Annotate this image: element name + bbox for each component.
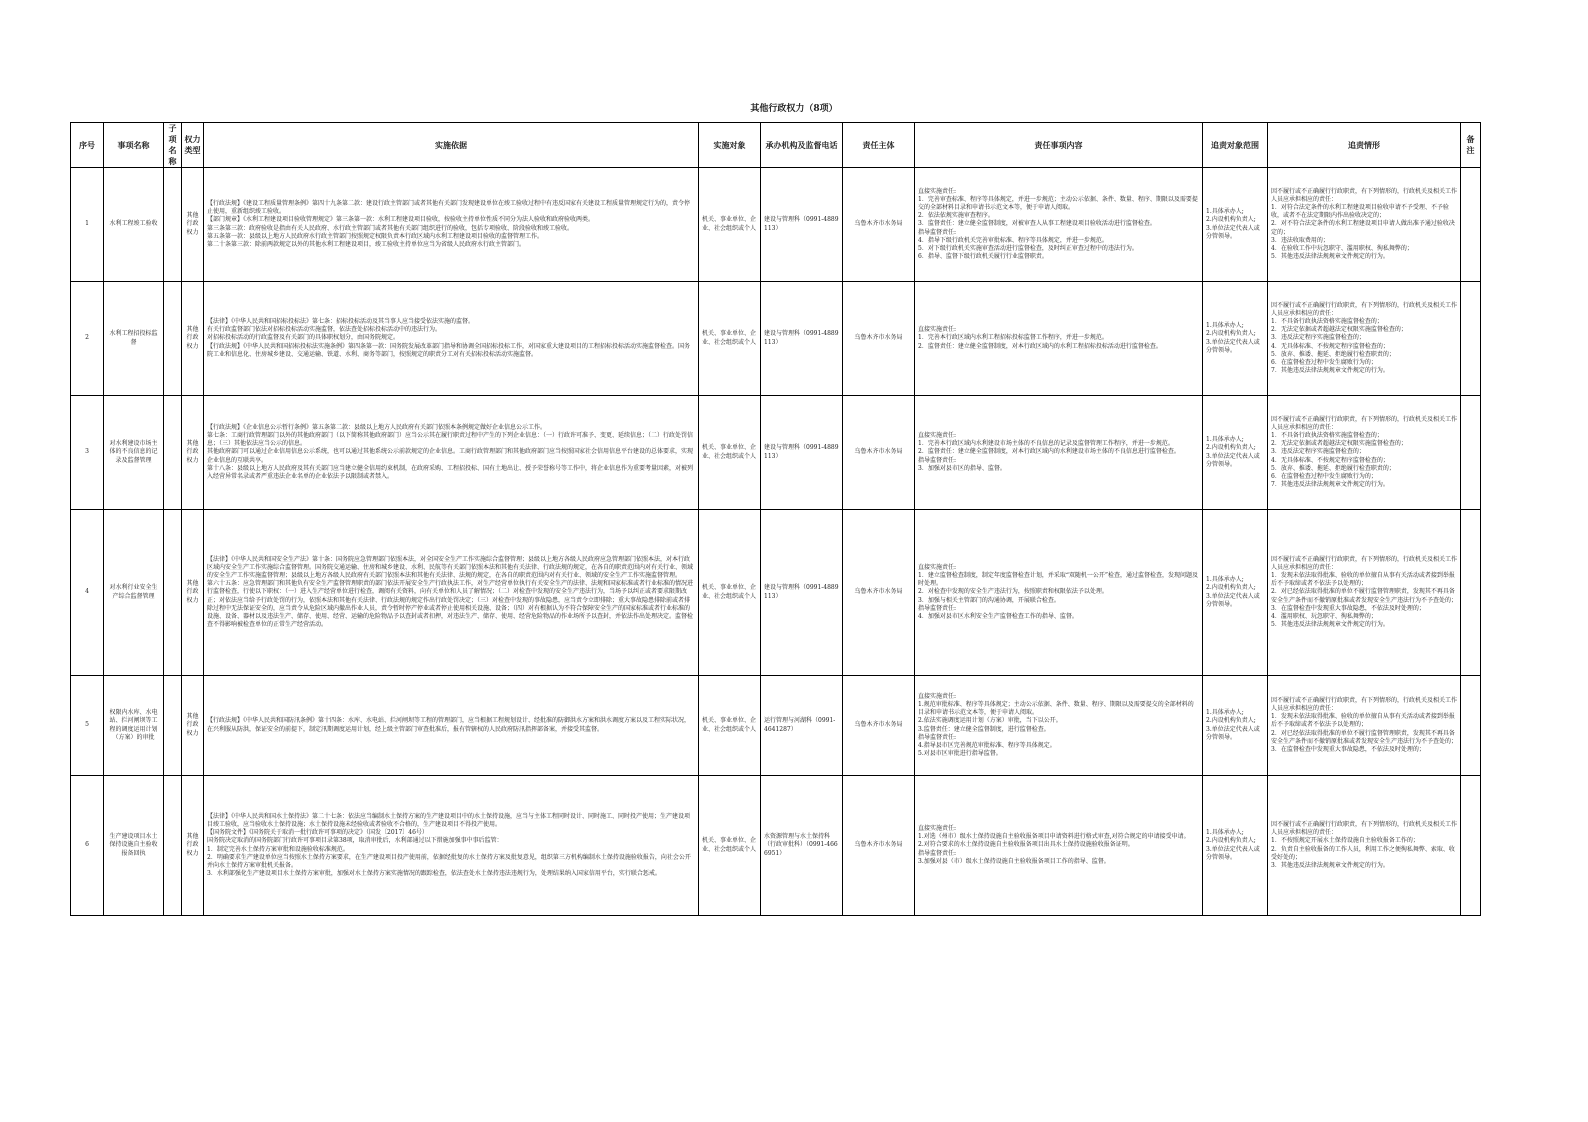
situation-line: 因不履行或不正确履行行政职责，有下列情形的，行政机关及相关工作人员应承担相应的责任：: [1271, 820, 1458, 837]
scope-line: 3.单位法定代表人或分管领导。: [1206, 845, 1260, 861]
basis-paragraph: 【法律】《中华人民共和国招标投标法》第七条：招标投标活动及其当事人应当接受依法实施的监督。: [207, 317, 475, 325]
basis-paragraph: 3．水利部强化生产建设项目水土保持方案审批，加强对水土保持方案实施情况的跟踪检查，依法查处水土保持违法违规行为，处理结果纳入国家信用平台，实行联合惩戒。: [207, 870, 661, 878]
header-type: 权力类型: [182, 123, 204, 168]
basis-paragraph: 【行政法规】《企业信息公示暂行条例》第五条第二款：县级以上地方人民政府有关部门依照本条例规定做好企业信息公示工作。: [207, 423, 547, 431]
row-situations-cell: [1268, 282, 1461, 396]
situation-line: 因不履行或不正确履行行政职责，有下列情形的，行政机关及相关工作人员应承担相应的责任：: [1271, 301, 1458, 317]
table-row: [71, 776, 1481, 916]
table-row: [71, 676, 1481, 776]
row-type: 其他行政权力: [186, 326, 199, 350]
situation-line: 因不履行或不正确履行行政职责，有下列情形的，行政机关及相关工作人员应承担相应的责任：: [1271, 696, 1458, 712]
row-target: 机关、事业单位、企业、社会组织或个人: [702, 717, 757, 733]
duty-line: 直接实施责任:: [918, 692, 957, 700]
row-org-cell: [761, 396, 843, 510]
basis-paragraph: 1．制定完善水土保持方案审批和设施验收标准规范。: [207, 845, 349, 853]
header-subject: 责任主体: [843, 123, 915, 168]
situation-line: 1．发现未依法取得批准、验收的单位擅自从事有关活动或者接到举报后不予取缔或者不依法予以处理的；: [1271, 713, 1455, 729]
basis-paragraph: 第三条第三款：政府验收是指由有关人民政府、水行政主管部门或者其他有关部门组织进行的验收，包括专项验收、阶段验收和竣工验收。: [207, 224, 574, 232]
row-remark-cell: [1461, 776, 1481, 916]
basis-paragraph: 国务院决定取消的国务院部门行政许可事项目录第38项，取消审批后，水利部通过以下措施加强事中事后监管：: [207, 837, 503, 845]
situation-line: 1．发现未依法取得批准、验收的单位擅自从事有关活动或者接到举报后不予取缔或者不依法予以处理的；: [1271, 571, 1455, 588]
row-duties-cell: [915, 510, 1203, 676]
duty-line: 指导监督责任:: [918, 456, 957, 464]
scope-line: 1.具体承办人;: [1206, 436, 1244, 444]
basis-paragraph: 对招标投标活动的行政监督及有关部门的具体职权划分，由国务院规定。: [207, 334, 400, 342]
row-type-cell: [182, 282, 204, 396]
duty-line: 3.加强对县（市）级水土保持设施自主验收报备项目工作的指导、监督。: [918, 857, 1110, 865]
row-target-cell: [699, 168, 761, 282]
table-row: [71, 510, 1481, 676]
duty-line: 4．加强对县市区水利安全生产监督检查工作的指导、监督。: [918, 613, 1078, 620]
scope-line: 3.单位法定代表人或分管领导。: [1206, 224, 1260, 240]
situation-line: 4．无具体标准、不按规定程序监督检查的；: [1271, 342, 1389, 350]
row-remark-cell: [1461, 676, 1481, 776]
row-target-cell: [699, 676, 761, 776]
duty-line: 5．对下级行政机关实施审查活动进行监督检查，及时纠正审查过程中的违法行为。: [918, 245, 1138, 252]
row-org-cell: [761, 776, 843, 916]
row-type-cell: [182, 776, 204, 916]
situation-line: 3．违法收取费用的；: [1271, 236, 1329, 244]
row-basis-cell: [204, 282, 699, 396]
row-situations-cell: [1268, 510, 1461, 676]
basis-paragraph: 2．明确要求生产建设单位应当按照水土保持方案要求，在生产建设项目投产使用前，依据经批复的水土保持方案及批复意见，组织第三方机构编制水土保持设施验收报告，向社会公开并向水土保持方案审批机关报备。: [207, 853, 691, 869]
duty-line: 指导监督责任:: [918, 733, 957, 741]
header-sub: 子项名称: [164, 123, 182, 168]
scope-line: 2.内设机构负责人;: [1206, 584, 1256, 592]
row-index: 4: [85, 588, 89, 596]
basis-paragraph: 有关行政监督部门依法对招标投标活动实施监督，依法查处招标投标活动中的违法行为。: [207, 326, 442, 334]
row-org-cell: [761, 168, 843, 282]
row-org: 建设与管理科（0991-4889113）: [764, 444, 839, 460]
row-situations-cell: [1268, 676, 1461, 776]
row-type: 其他行政权力: [186, 580, 199, 604]
row-name: 对水利建设市场主体的不良信息的记录及监督管理: [109, 440, 158, 464]
situation-line: 1．对符合法定条件的水利工程建设项目验收申请不予受理、不予验收，或者不在法定期限内作出验收决定的；: [1271, 203, 1449, 220]
row-scope-cell: [1203, 282, 1268, 396]
scope-line: 3.单位法定代表人或分管领导。: [1206, 452, 1260, 468]
situation-line: 5．其他违反法律法规规章文件规定的行为。: [1271, 621, 1389, 629]
row-name-cell: [104, 168, 164, 282]
scope-line: 2.内设机构负责人;: [1206, 444, 1256, 452]
document-title: 其他行政权力（8项）: [750, 104, 838, 114]
row-index: 2: [85, 334, 89, 342]
row-org-cell: [761, 282, 843, 396]
situation-line: 3．其他违反法律法规规章文件规定的行为。: [1271, 861, 1389, 869]
basis-paragraph: 第五条第一款：县级以上地方人民政府水行政主管部门按照规定权限负责本行政区域内水利工程建设项目验收的监督管理工作。: [207, 232, 544, 240]
row-name-cell: [104, 510, 164, 676]
row-target-cell: [699, 282, 761, 396]
scope-line: 1.具体承办人;: [1206, 322, 1244, 330]
header-remark: 备注: [1461, 123, 1481, 168]
row-index: 5: [85, 721, 89, 729]
row-duties-cell: [915, 282, 1203, 396]
row-name-cell: [104, 282, 164, 396]
situation-line: 2．对不符合法定条件的水利工程建设项目申请人做出准予通过验收决定的；: [1271, 220, 1455, 236]
situation-line: 4．在验收工作中玩忽职守、滥用职权、徇私舞弊的；: [1271, 245, 1413, 252]
duty-line: 6．指导、监督下级行政机关履行行业监督职责。: [918, 253, 1048, 261]
row-sub-cell: [164, 776, 182, 916]
row-index-cell: [71, 510, 104, 676]
duty-line: 1.对选（州市）级水土保持设施自主验收报备项目申请资料进行格式审查,对符合规定的申请接受申请。: [918, 833, 1190, 841]
basis-paragraph: 【法律】《中华人民共和国安全生产法》第十条：国务院应急管理部门依照本法，对全国安全生产工作实施综合监督管理；县级以上地方各级人民政府应急管理部门依照本法，对本行政区域内安全生产工作实施综合监督管理。国务院交通运输、住房和城乡建设、水利、民航等有关部门依照本法和其他有关法律、行政法规的规定，在各自的职责范围内对有关行业、领域的安全生产工作实施监督管理；县级以上地方各级人民政府有关部门依照本法和其他有关法律、法规的规定，在各自的职责范围内对有关行业、领域的安全生产工作实施监督管理。: [207, 555, 694, 579]
row-type: 其他行政权力: [186, 440, 199, 464]
header-basis: 实施依据: [204, 123, 699, 168]
row-org: 运行管理与河湖科（0991-4641287）: [764, 717, 836, 733]
row-name-cell: [104, 676, 164, 776]
duty-line: 3.监督责任：建立健全监督制度，进行监督检查。: [918, 725, 1050, 733]
scope-line: 3.单位法定代表人或分管领导。: [1206, 338, 1260, 354]
duty-line: 直接实施责任:: [918, 326, 957, 334]
duty-line: 3．监督责任：建立健全监督制度，对被审查人从事工程建设项目验收活动进行监督检查。: [918, 220, 1156, 228]
duty-line: 1．完善本行政区域内水利工程招标投标监督工作程序，并进一步规范。: [918, 334, 1108, 342]
row-target: 机关、事业单位、企业、社会组织或个人: [702, 216, 757, 232]
duty-line: 1．完善本行政区域内水利建设市场主体的不良信息的记录及监督管理工作程序，并进一步规范。: [918, 440, 1174, 448]
basis-paragraph: 第六十五条：应急管理部门和其他负有安全生产监督管理职责的部门依法开展安全生产行政执法工作，对生产经营单位执行有关安全生产的法律、法规和国家标准或者行业标准的情况进行监督检查，行使以下职权：（一）进入生产经营单位进行检查，调阅有关资料，向有关单位和人员了解情况；（二）对检查中发现的安全生产违法行为，当场予以纠正或者要求限期改正；对依法应当给予行政处罚的行为，依照本法和其他有关法律、行政法规的规定作出行政处罚决定；（三）对检查中发现的事故隐患，应当责令立即排除；重大事故隐患排除前或者排除过程中无法保证安全的，应当责令从危险区域内撤出作业人员，责令暂时停产停业或者停止使用相关设施、设备；（四）对有根据认为不符合保障安全生产的国家标准或者行业标准的设施、设备、器材以及违法生产、储存、使用、经营、运输的危险物品予以查封或者扣押，对违法生产、储存、使用、经营危险物品的作业场所予以查封，并依法作出处理决定。监督检查不得影响被检查单位的正常生产经营活动。: [207, 580, 694, 629]
row-scope-cell: [1203, 510, 1268, 676]
duty-line: 2．监督责任：建立健全监督制度，对本行政区域内的水利建设市场主体的不良信息进行监督检查。: [918, 448, 1180, 456]
row-situations-cell: [1268, 776, 1461, 916]
row-target-cell: [699, 510, 761, 676]
header-scope: 追责对象范围: [1203, 123, 1268, 168]
row-duties-cell: [915, 168, 1203, 282]
scope-line: 1.具体承办人;: [1206, 576, 1244, 584]
table-header-row: [71, 123, 1481, 168]
situation-line: 3．违反法定程序实施监督检查的；: [1271, 448, 1365, 456]
basis-paragraph: 【国务院文件】《国务院关于取消一批行政许可事项的决定》（国发〔2017〕46号）: [207, 829, 428, 837]
scope-line: 2.内设机构负责人;: [1206, 837, 1256, 845]
table-row: [71, 168, 1481, 282]
row-remark-cell: [1461, 168, 1481, 282]
row-type: 其他行政权力: [186, 713, 199, 737]
row-subject: 乌鲁木齐市水务局: [854, 588, 903, 596]
header-situations: 追责情形: [1268, 123, 1461, 168]
scope-line: 2.内设机构负责人;: [1206, 717, 1256, 725]
situation-line: 7．其他违反法律法规规章文件规定的行为。: [1271, 367, 1389, 375]
row-remark-cell: [1461, 396, 1481, 510]
table-row: [71, 282, 1481, 396]
situation-line: 3．在监督检查中发现重大事故隐患，不依法及时处理的；: [1271, 746, 1425, 753]
row-type: 其他行政权力: [186, 833, 199, 857]
duty-line: 2．监督责任：建立健全监督制度，对本行政区域内的水利工程招标投标活动进行监督检查。: [918, 342, 1162, 350]
row-index: 1: [85, 220, 89, 228]
row-sub-cell: [164, 396, 182, 510]
duty-line: 指导监督责任:: [918, 604, 957, 612]
situation-line: 3．违反法定程序实施监督检查的；: [1271, 334, 1365, 342]
row-subject: 乌鲁木齐市水务局: [854, 721, 903, 729]
duty-line: 指导监督责任:: [918, 849, 957, 857]
row-subject: 乌鲁木齐市水务局: [854, 220, 903, 228]
situation-line: 5．放弃、推诿、拖延、拒绝履行检查职责的；: [1271, 350, 1395, 358]
duty-line: 4.指导县市区完善规范审批标准、程序等具体规定。: [918, 741, 1056, 749]
row-name: 生产建设项目水土保持设施自主验收报备回执: [109, 833, 158, 857]
scope-line: 2.内设机构负责人;: [1206, 330, 1256, 338]
header-index: 序号: [71, 123, 104, 168]
row-subject: 乌鲁木齐市水务局: [854, 448, 903, 456]
row-target: 机关、事业单位、企业、社会组织或个人: [702, 584, 757, 600]
row-org: 建设与管理科（0991-4889113）: [764, 216, 839, 232]
row-target: 机关、事业单位、企业、社会组织或个人: [702, 837, 757, 853]
duty-line: 指导监督责任:: [918, 228, 957, 236]
duty-line: 2．对检查中发现的安全生产违法行为，按照职责和权限依法予以处理。: [918, 588, 1108, 596]
row-sub-cell: [164, 168, 182, 282]
row-remark-cell: [1461, 510, 1481, 676]
row-index-cell: [71, 676, 104, 776]
situation-line: 6．在监督检查过程中发生腐败行为的；: [1271, 359, 1377, 366]
row-org: 水资源管理与水土保持科（行政审批科）（0991-4666951）: [764, 833, 838, 857]
basis-paragraph: 【法律】《中华人民共和国水土保持法》第二十七条：依法应当编制水土保持方案的生产建设项目中的水土保持设施，应当与主体工程同时设计、同时施工、同时投产使用；生产建设项目竣工验收，应当验收水土保持设施；水土保持设施未经验收或者验收不合格的，生产建设项目不得投产使用。: [207, 812, 691, 828]
row-duties-cell: [915, 676, 1203, 776]
row-subject-cell: [843, 282, 915, 396]
situation-line: 3．在监督检查中发现重大事故隐患，不依法及时处理的；: [1271, 604, 1425, 612]
row-subject-cell: [843, 510, 915, 676]
row-subject-cell: [843, 776, 915, 916]
row-org-cell: [761, 510, 843, 676]
row-situations-cell: [1268, 396, 1461, 510]
scope-line: 1.具体承办人;: [1206, 709, 1244, 717]
row-type-cell: [182, 676, 204, 776]
row-index: 3: [85, 448, 89, 456]
row-org: 建设与管理科（0991-4889113）: [764, 584, 839, 600]
header-duties: 责任事项内容: [915, 123, 1203, 168]
situation-line: 2．负责自主验收报备的工作人员，利用工作之便徇私舞弊、索取、收受好处的；: [1271, 845, 1455, 861]
situation-line: 7．其他违反法律法规规章文件规定的行为。: [1271, 481, 1389, 489]
situation-line: 1．不具备行政执法资格实施监督检查的；: [1271, 431, 1383, 439]
duty-line: 直接实施责任:: [918, 563, 957, 571]
duty-line: 直接实施责任:: [918, 431, 957, 439]
row-index-cell: [71, 776, 104, 916]
row-name-cell: [104, 396, 164, 510]
situation-line: 5．放弃、推诿、拖延、拒绝履行检查职责的；: [1271, 464, 1395, 472]
situation-line: 6．在监督检查过程中发生腐败行为的；: [1271, 473, 1377, 480]
row-subject-cell: [843, 168, 915, 282]
row-index-cell: [71, 168, 104, 282]
row-target: 机关、事业单位、企业、社会组织或个人: [702, 444, 757, 460]
situation-line: 1．不具备行政执法资格实施监督检查的；: [1271, 317, 1383, 325]
row-index-cell: [71, 282, 104, 396]
row-scope-cell: [1203, 168, 1268, 282]
situation-line: 4．滥用职权、玩忽职守、徇私舞弊的；: [1271, 613, 1377, 620]
duty-line: 3．加强对县市区的指导、监督。: [918, 464, 1006, 472]
row-name: 水利工程招投标监督: [109, 330, 158, 346]
situation-line: 4．无具体标准、不按规定程序监督检查的；: [1271, 456, 1389, 464]
basis-paragraph: 第十八条：县级以上地方人民政府及其有关部门应当建立健全信用约束机制，在政府采购、工程招投标、国有土地出让、授予荣誉称号等工作中，将企业信息作为重要考量因素，对被列入经营异常名录或者严重违法企业名单的企业依法予以限制或者禁入。: [207, 464, 694, 480]
situation-line: 2．无法定依据或者超越法定权限实施监督检查的；: [1271, 440, 1407, 448]
duty-line: 4．指导下级行政机关完善审批标准、程序等具体规定，并进一步规范。: [918, 236, 1108, 244]
basis-paragraph: 第二十条第三款：除前两款规定以外的其他水利工程建设项目，竣工验收主持单位应当为省级人民政府水行政主管部门。: [207, 240, 526, 248]
duty-line: 2．依法依规实施审查程序。: [918, 212, 994, 220]
row-situations-cell: [1268, 168, 1461, 282]
duty-line: 2.依法实施调度运用计划（方案）审批，当下以公开。: [918, 717, 1062, 725]
row-target-cell: [699, 396, 761, 510]
row-name: 水利工程竣工验收: [109, 220, 158, 228]
row-subject: 乌鲁木齐市水务局: [854, 334, 903, 342]
row-sub-cell: [164, 510, 182, 676]
duty-line: 1．完善审查标准、程序等具体规定，并进一步规范；主动公示依据、条件、数量、程序、期限以及需要提交的全部材料目录和申请书示范文本等，便于申请人阅取。: [918, 195, 1198, 211]
row-scope-cell: [1203, 396, 1268, 510]
row-index-cell: [71, 396, 104, 510]
row-name: 对水利行业安全生产综合监督管理: [109, 584, 158, 600]
situation-line: 因不履行或不正确履行行政职责，有下列情形的，行政机关及相关工作人员应承担相应的责任：: [1271, 555, 1458, 571]
row-target-cell: [699, 776, 761, 916]
row-org: 建设与管理科（0991-4889113）: [764, 330, 839, 346]
row-basis-cell: [204, 396, 699, 510]
row-subject-cell: [843, 396, 915, 510]
basis-paragraph: 【行政法规】《中华人民共和国防汛条例》第十四条：水库、水电站、拦河闸坝等工程的管理部门，应当根据工程规划设计、经批准的防御洪水方案和洪水调度方案以及工程实际状况，在兴利服从防洪，保证安全的前提下，制定汛期调度运用计划，经上级主管部门审查批准后，报有管辖权的人民政府防汛指挥部备案，并接受其监督。: [207, 717, 691, 733]
row-basis-cell: [204, 776, 699, 916]
scope-line: 3.单位法定代表人或分管领导。: [1206, 592, 1260, 608]
row-type-cell: [182, 510, 204, 676]
row-basis-cell: [204, 510, 699, 676]
row-type-cell: [182, 168, 204, 282]
header-org: 承办机构及监督电话: [761, 123, 843, 168]
row-subject: 乌鲁木齐市水务局: [854, 841, 903, 849]
scope-line: 1.具体承办人;: [1206, 829, 1244, 837]
duty-line: 直接实施责任:: [918, 824, 957, 832]
row-duties-cell: [915, 396, 1203, 510]
row-name: 权限内水库、水电站、拦河闸坝等工程的调度运用计划（方案）的审批: [109, 709, 158, 741]
row-scope-cell: [1203, 676, 1268, 776]
situation-line: 因不履行或不正确履行行政职责，有下列情形的，行政机关及相关工作人员应承担相应的责任：: [1271, 187, 1458, 203]
scope-line: 3.单位法定代表人或分管领导。: [1206, 725, 1260, 741]
power-list-table: [70, 122, 1481, 916]
situation-line: 5．其他违反法律法规规章文件规定的行为。: [1271, 253, 1389, 261]
scope-line: 1.具体承办人;: [1206, 208, 1244, 216]
situation-line: 2．对已经依法取得批准的单位不履行监督管理职责，发现其不再具备安全生产条件而不撤销原批准或者发现安全生产违法行为不予查处的；: [1271, 729, 1458, 745]
basis-paragraph: 【行政法规】《中华人民共和国招标投标法实施条例》第四条第一款：国务院发展改革部门指导和协调全国招标投标工作，对国家重大建设项目的工程招标投标活动实施监督检查。国务院工业和信息化、住房城乡建设、交通运输、铁道、水利、商务等部门，按照规定的职责分工对有关招标投标活动实施监督。: [207, 342, 691, 358]
duty-line: 直接实施责任:: [918, 187, 957, 195]
row-basis-cell: [204, 168, 699, 282]
row-target: 机关、事业单位、企业、社会组织或个人: [702, 330, 757, 346]
row-scope-cell: [1203, 776, 1268, 916]
situation-line: 2．无法定依据或者超越法定权限实施监督检查的；: [1271, 326, 1407, 334]
header-name: 事项名称: [104, 123, 164, 168]
situation-line: 因不履行或不正确履行行政职责，有下列情形的，行政机关及相关工作人员应承担相应的责任：: [1271, 415, 1458, 431]
row-duties-cell: [915, 776, 1203, 916]
situation-line: 1．不按照规定开展水土保持设施自主验收报备工作的；: [1271, 837, 1419, 845]
row-sub-cell: [164, 282, 182, 396]
scope-line: 2.内设机构负责人;: [1206, 216, 1256, 224]
duty-line: 3．加强与相关主管部门的沟通协调，开展联合检查。: [918, 596, 1060, 604]
basis-paragraph: 【行政法规】《建设工程质量管理条例》第四十九条第二款：建设行政主管部门或者其他有关部门发现建设单位在竣工验收过程中有违反国家有关建设工程质量管理规定行为的，责令停止使用，重新组织竣工验收。: [207, 199, 691, 216]
row-org-cell: [761, 676, 843, 776]
header-target: 实施对象: [699, 123, 761, 168]
duty-line: 5.对县市区审批进行指导监督。: [918, 750, 1002, 758]
row-type-cell: [182, 396, 204, 510]
basis-paragraph: 【部门规章】《水利工程建设项目验收管理规定》第三条第一款：水利工程建设项目验收，按验收主持单位性质不同分为法人验收和政府验收两类。: [207, 216, 595, 224]
row-index: 6: [85, 841, 89, 849]
duty-line: 1．建立监督检查制度，制定年度监督检查计划，并采取“双随机一公开”检查，通过监督检查，发现问题及时处理。: [918, 571, 1198, 588]
duty-line: 1.规范审批标准、程序等具体规定；主动公示依据、条件、数量、程序、期限以及需要提交的全部材料的目录和申请书示范文本等，便于申请人阅取。: [918, 700, 1194, 717]
duty-line: 2.对符合要求的水土保持设施自主验收报备项目出具水土保持设施验收报备证明。: [918, 841, 1134, 849]
situation-line: 2．对已经依法取得批准的单位不履行监督管理职责，发现其不再具备安全生产条件而不撤销原批准或者发现安全生产违法行为不予查处的；: [1271, 588, 1458, 604]
table-row: [71, 396, 1481, 510]
row-type: 其他行政权力: [186, 212, 199, 236]
basis-paragraph: 第七条：工商行政管理部门以外的其他政府部门（以下简称其他政府部门）应当公示其在履行职责过程中产生的下列企业信息：（一）行政许可准予、变更、延续信息；（二）行政处罚信息；（三）其他依法应当公示的信息。: [207, 431, 694, 448]
row-name-cell: [104, 776, 164, 916]
basis-paragraph: 其他政府部门可以通过企业信用信息公示系统，也可以通过其他系统公示前款规定的企业信息。工商行政管理部门和其他政府部门应当按照国家社会信用信息平台建设的总体要求，实现企业信息的互联共享。: [207, 448, 694, 464]
row-remark-cell: [1461, 282, 1481, 396]
row-sub-cell: [164, 676, 182, 776]
row-basis-cell: [204, 676, 699, 776]
row-subject-cell: [843, 676, 915, 776]
